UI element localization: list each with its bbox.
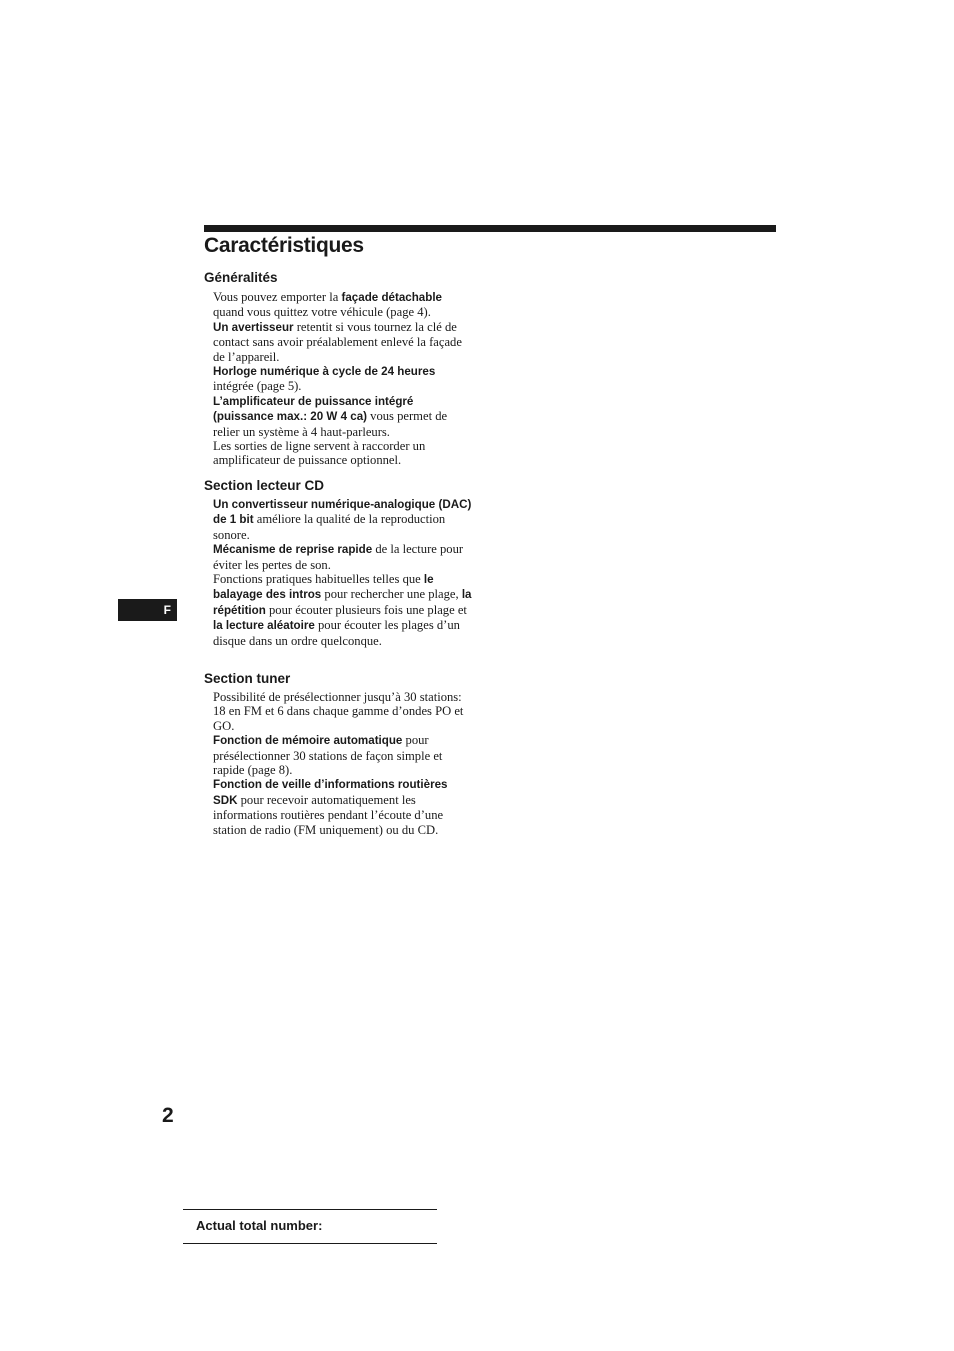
paragraph — [213, 777, 475, 837]
body-text: retentit si vous tournez la clé de contact sans avoir préalablement enlevé la façade de l’appareil. — [213, 319, 462, 364]
body-text: pour recevoir automatiquement les informations routières pendant l’écoute d’une station de radio (FM uniquement) ou du CD. — [213, 792, 444, 837]
paragraph — [213, 572, 475, 648]
section-body-lecteur-cd — [213, 497, 475, 648]
page-number: 2 — [162, 1104, 174, 1127]
paragraph — [213, 290, 475, 320]
body-text: de la lecture pour éviter les pertes de son. — [213, 542, 464, 572]
paragraph — [213, 364, 475, 394]
title-rule — [204, 225, 776, 232]
section-heading-generalites: Généralités — [204, 270, 278, 285]
body-text: Vous pouvez emporter la — [213, 290, 342, 304]
body-text: pour écouter les plages d’un disque dans un ordre quelconque. — [213, 618, 460, 648]
paragraph — [213, 394, 475, 439]
bold-text: Fonction de mémoire automatique — [213, 734, 403, 748]
body-text: intégrée (page 5). — [213, 379, 302, 394]
bold-text: la répétition — [213, 588, 472, 617]
body-text: vous permet de relier un système à 4 haut-parleurs. — [213, 409, 448, 439]
section-body-tuner — [213, 690, 475, 837]
bold-text: Mécanisme de reprise rapide — [213, 543, 373, 557]
paragraph — [213, 690, 475, 733]
language-tab — [118, 599, 177, 621]
language-tab-label: F — [163, 603, 171, 617]
bold-text: L’amplificateur de puissance intégré (puissance max.: 20 W 4 ca) — [213, 394, 414, 424]
bold-text: Un avertisseur — [213, 320, 294, 334]
body-text: pour présélectionner 30 stations de façon simple et rapide (page 8). — [213, 733, 443, 778]
body-text: pour rechercher une plage, — [321, 587, 462, 602]
body-text: Les sorties de ligne servent à raccorder un amplificateur de puissance optionnel. — [213, 439, 426, 468]
bold-text: le balayage des intros — [213, 573, 434, 602]
page-title: Caractéristiques — [204, 234, 364, 257]
paragraph — [213, 497, 475, 542]
section-heading-lecteur-cd: Section lecteur CD — [204, 478, 325, 493]
body-text: Possibilité de présélectionner jusqu’à 30 stations: 18 en FM et 6 dans chaque gamme d’ondes PO et GO. — [213, 690, 464, 733]
bold-text: la lecture aléatoire — [213, 619, 315, 633]
body-text: améliore la qualité de la reproduction sonore. — [213, 512, 446, 542]
footer-label: Actual total number: — [196, 1218, 323, 1233]
paragraph — [213, 733, 475, 777]
body-text: pour écouter plusieurs fois une plage et — [265, 602, 467, 617]
body-text: Fonctions pratiques habituelles telles que — [213, 572, 424, 587]
bold-text: Un convertisseur numérique-analogique (DAC) de 1 bit — [213, 498, 472, 527]
bold-text: Fonction de veille d’informations routières SDK — [213, 778, 448, 807]
bold-text: façade détachable — [341, 291, 443, 304]
footer-box — [183, 1209, 437, 1244]
bold-text: Horloge numérique à cycle de 24 heures — [213, 365, 436, 379]
paragraph — [213, 542, 475, 572]
section-heading-tuner: Section tuner — [204, 671, 291, 686]
body-text: quand vous quittez votre véhicule (page 4). — [213, 305, 431, 320]
paragraph — [213, 439, 475, 468]
paragraph — [213, 320, 475, 364]
section-body-generalites — [213, 290, 475, 468]
